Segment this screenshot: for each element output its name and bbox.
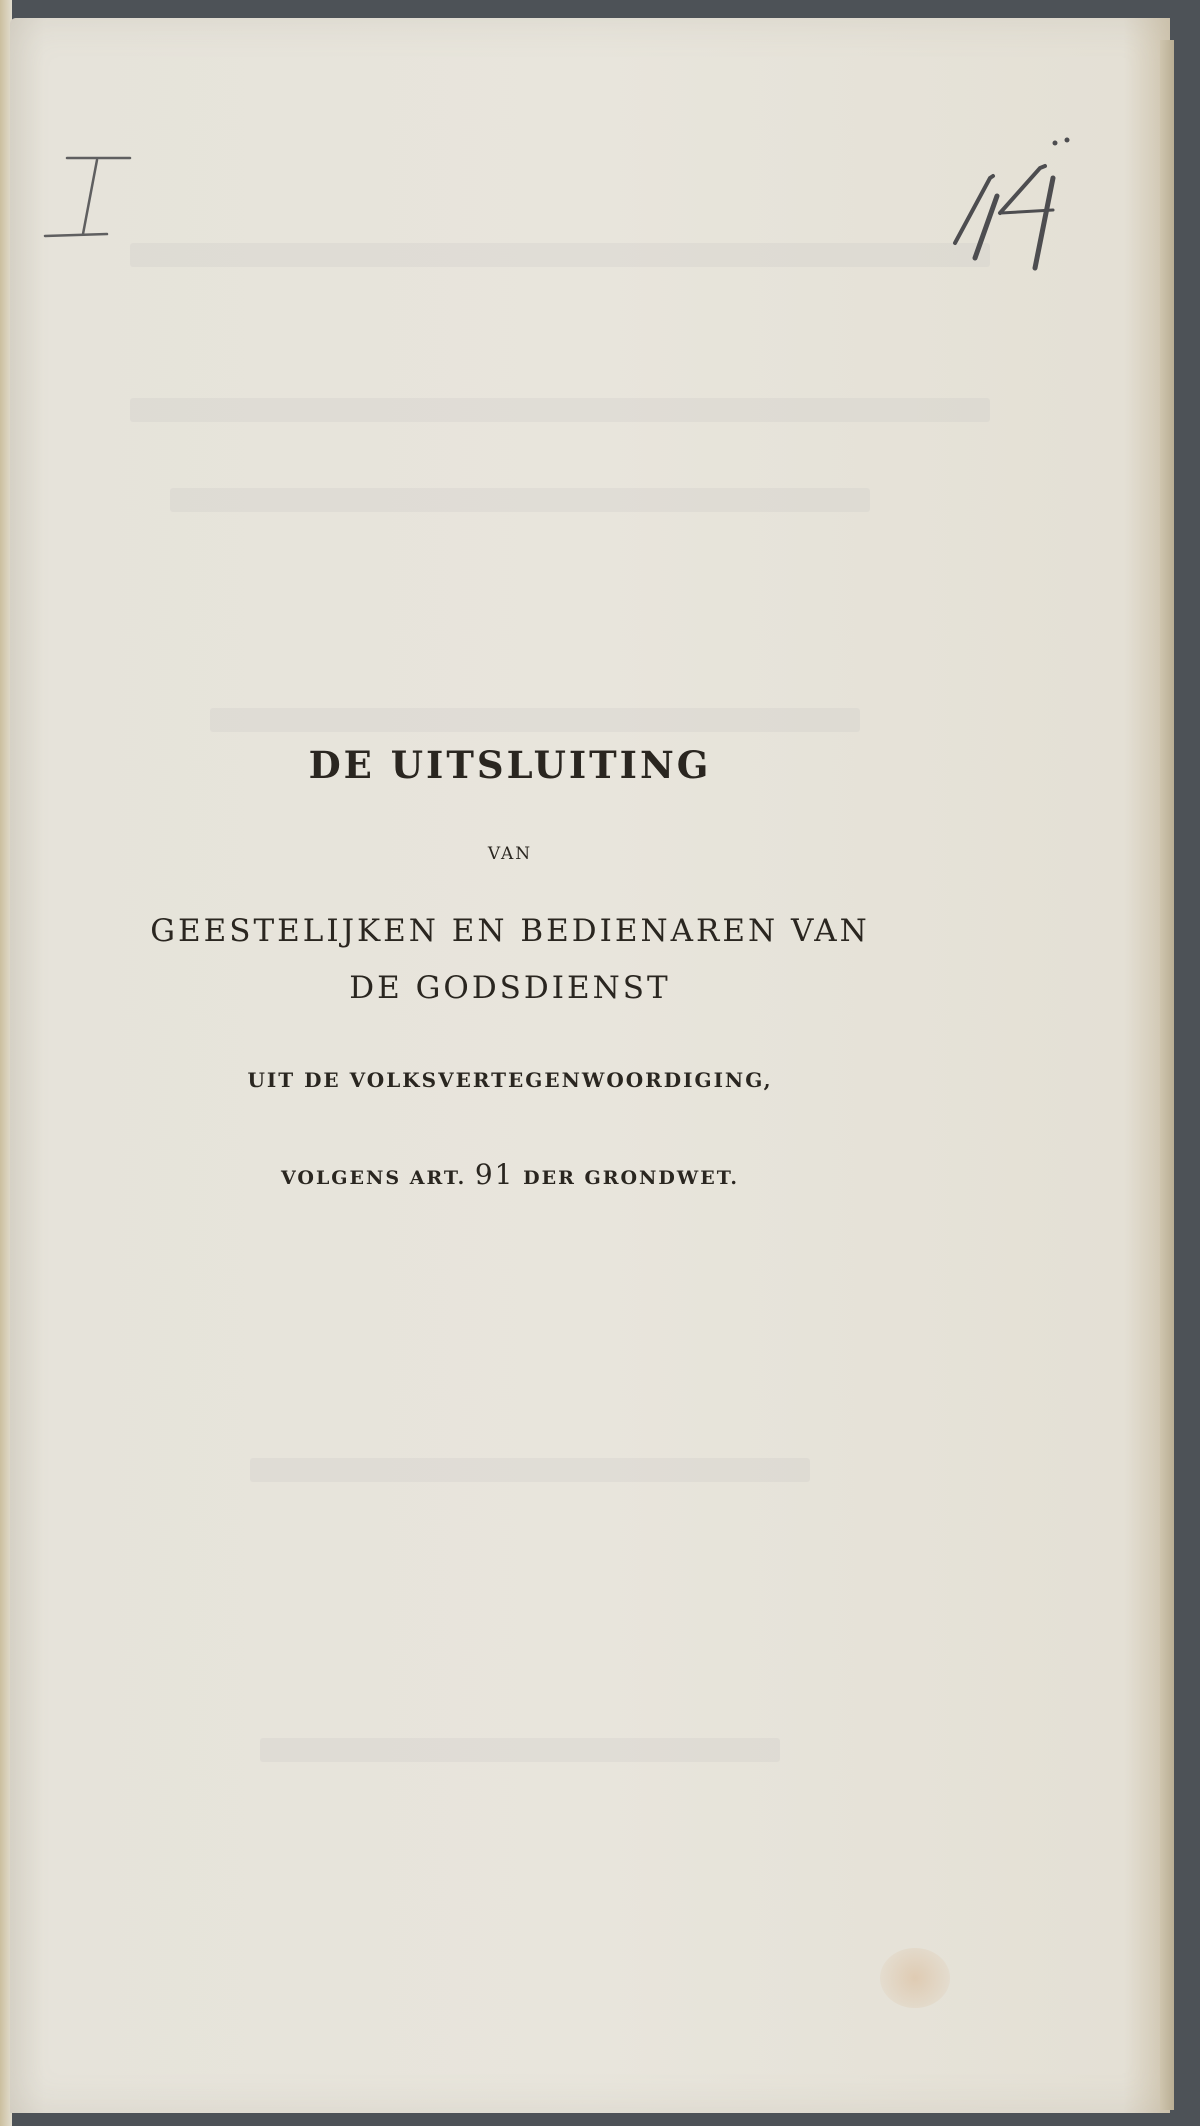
show-through-text <box>130 243 990 267</box>
title-page <box>10 18 1170 2113</box>
foxing-stain <box>880 1948 950 2008</box>
title-line-3: UIT DE VOLKSVERTEGENWOORDIGING, <box>247 1068 773 1092</box>
show-through-text <box>170 488 870 512</box>
title-connector: VAN <box>487 844 533 864</box>
title-line-4-suffix: DER GRONDWET. <box>523 1167 740 1189</box>
title-line-1: GEESTELIJKEN EN BEDIENAREN VAN <box>150 913 870 949</box>
show-through-text <box>260 1738 780 1762</box>
title-line-2: DE GODSDIENST <box>349 970 671 1006</box>
show-through-text <box>210 708 860 732</box>
show-through-text <box>250 1458 810 1482</box>
page-fore-edge <box>1160 40 1174 2110</box>
show-through-text <box>130 398 990 422</box>
article-number: 91 <box>474 1158 515 1191</box>
title-line-4-prefix: VOLGENS ART. <box>280 1167 467 1189</box>
title-main: DE UITSLUITING <box>308 743 712 787</box>
title-line-4 <box>10 1158 1010 1191</box>
pencil-roman-numeral-I <box>35 138 145 248</box>
pencil-shelf-number <box>935 118 1085 278</box>
